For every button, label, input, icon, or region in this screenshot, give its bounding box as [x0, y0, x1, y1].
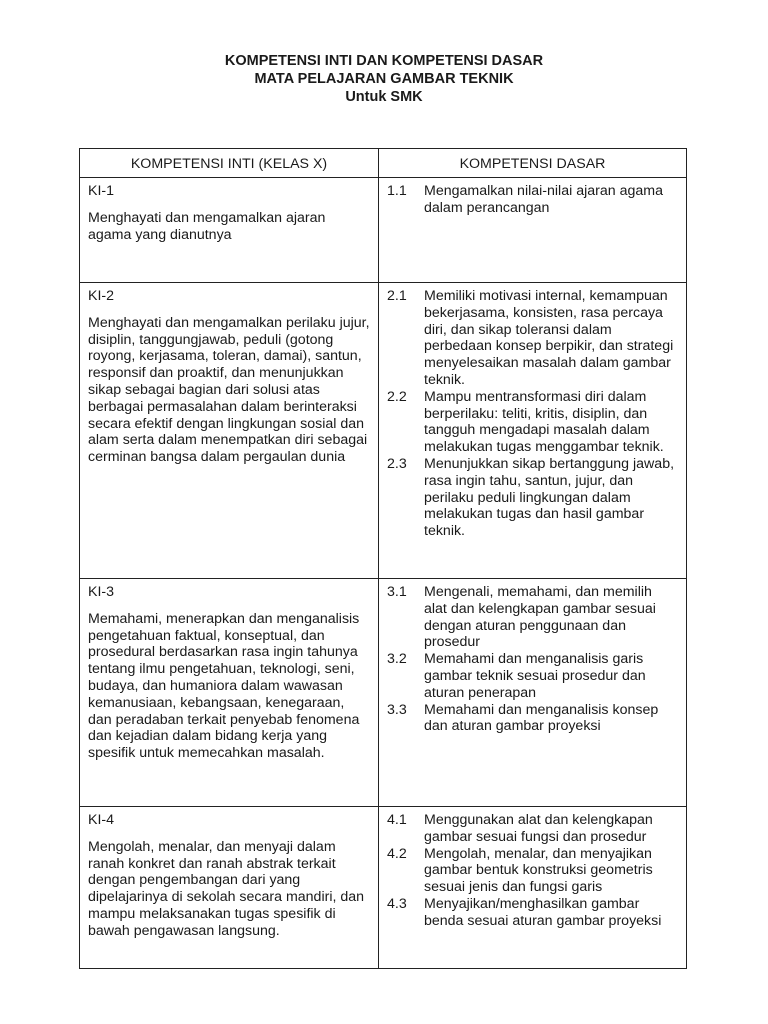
document-subtitle: MATA PELAJARAN GAMBAR TEKNIK: [254, 71, 514, 87]
kd-text: Mampu mentransformasi diri dalam berperilaku: teliti, kritis, disiplin, dan tangguh mengadapi masalah dalam melakukan tugas menggambar teknik.: [424, 388, 664, 456]
table-row: [80, 283, 687, 579]
kd-number: 4.3: [387, 895, 407, 912]
ki-description: Mengolah, menalar, dan menyaji dalam ranah konkret dan ranah abstrak terkait dengan pengembangan dari yang dipelajarinya di sekolah secara mandiri, dan mampu melaksanakan tugas spesifik di bawah pengawasan langsung.: [88, 838, 365, 939]
ki-cell: [80, 579, 379, 807]
kd-number: 2.1: [387, 288, 407, 304]
kd-item: [387, 896, 678, 930]
kd-text: Memahami dan menganalisis garis gambar teknik sesuai prosedur dan aturan penerapan: [424, 651, 646, 701]
kd-number: 4.2: [387, 845, 407, 862]
kd-number: 3.3: [387, 701, 407, 718]
kd-cell: [379, 579, 687, 807]
kd-text: Mengolah, menalar, dan menyajikan gambar bentuk konstruksi geometris sesuai jenis dan fungsi garis: [424, 845, 653, 896]
kd-text: Menggunakan alat dan kelengkapan gambar sesuai fungsi dan prosedur: [424, 812, 653, 845]
kd-number: 2.2: [387, 388, 407, 405]
ki-description: Memahami, menerapkan dan menganalisis pengetahuan faktual, konseptual, dan prosedural berdasarkan rasa ingin tahunya tentang ilmu pengetahuan, teknologi, seni, budaya, dan humaniora dalam wawasan kemanusiaan, kebangsaan, kenegaraan, dan peradaban terkait penyebab fenomena dan kejadian dalam bidang kerja yang spesifik untuk memecahkan masalah.: [88, 610, 360, 762]
kd-text: Mengenali, memahami, dan memilih alat dan kelengkapan gambar sesuai dengan aturan penggunaan dan prosedur: [424, 584, 656, 651]
ki-cell: [80, 807, 379, 969]
table-row: [80, 807, 687, 969]
ki-cell: [80, 283, 379, 579]
table-row: [80, 579, 687, 807]
kd-text: Memiliki motivasi internal, kemampuan bekerjasama, konsisten, rasa percaya diri, dan sikap toleransi dalam perbedaan konsep berpikir, dan strategi menyelesaikan masalah dalam gambar teknik.: [424, 288, 674, 388]
kd-item: [387, 288, 678, 389]
column-header-ki: KOMPETENSI INTI (KELAS X): [80, 149, 379, 178]
kd-item: [387, 651, 678, 701]
kd-number: 3.2: [387, 651, 407, 668]
kd-number: 3.1: [387, 584, 407, 600]
table-header-row: [80, 149, 687, 178]
ki-code: KI-1: [88, 183, 115, 199]
kd-item: [387, 456, 678, 540]
kd-number: 4.1: [387, 812, 407, 828]
kd-number: 2.3: [387, 455, 407, 472]
kd-item: [387, 812, 678, 846]
kd-item: [387, 584, 678, 651]
kd-text: Memahami dan menganalisis konsep dan aturan gambar proyeksi: [424, 701, 659, 735]
kd-number: 1.1: [387, 183, 407, 199]
kd-item: [387, 846, 678, 896]
kd-item: [387, 183, 678, 217]
competency-table: [79, 148, 687, 969]
kd-cell: [379, 178, 687, 283]
ki-code: KI-4: [88, 812, 115, 828]
document-title: KOMPETENSI INTI DAN KOMPETENSI DASAR: [224, 53, 544, 69]
document-header: [0, 52, 768, 106]
table-row: [80, 178, 687, 283]
ki-code: KI-3: [88, 584, 115, 600]
kd-item: [387, 702, 678, 736]
document-audience: Untuk SMK: [345, 89, 423, 105]
column-header-kd: KOMPETENSI DASAR: [379, 149, 687, 178]
kd-cell: [379, 283, 687, 579]
ki-description: Menghayati dan mengamalkan perilaku jujur, disiplin, tanggungjawab, peduli (gotong royong, kerjasama, toleran, damai), santun, responsif dan proaktif, dan menunjukkan sikap sebagai bagian dari solusi atas berbagai permasalahan dalam berinteraksi secara efektif dengan lingkungan sosial dan alam serta dalam menempatkan diri sebagai cerminan bangsa dalam pergaulan dunia: [88, 314, 370, 466]
kd-cell: [379, 807, 687, 969]
ki-code: KI-2: [88, 288, 115, 304]
kd-item: [387, 389, 678, 456]
kd-text: Menyajikan/menghasilkan gambar benda sesuai aturan gambar proyeksi: [424, 895, 662, 929]
kd-text: Menunjukkan sikap bertanggung jawab, rasa ingin tahu, santun, jujur, dan perilaku peduli lingkungan dalam melakukan tugas dan hasil gambar teknik.: [424, 455, 675, 540]
ki-cell: [80, 178, 379, 283]
kd-text: Mengamalkan nilai-nilai ajaran agama dalam perancangan: [424, 183, 663, 216]
ki-description: Menghayati dan mengamalkan ajaran agama yang dianutnya: [88, 209, 326, 243]
